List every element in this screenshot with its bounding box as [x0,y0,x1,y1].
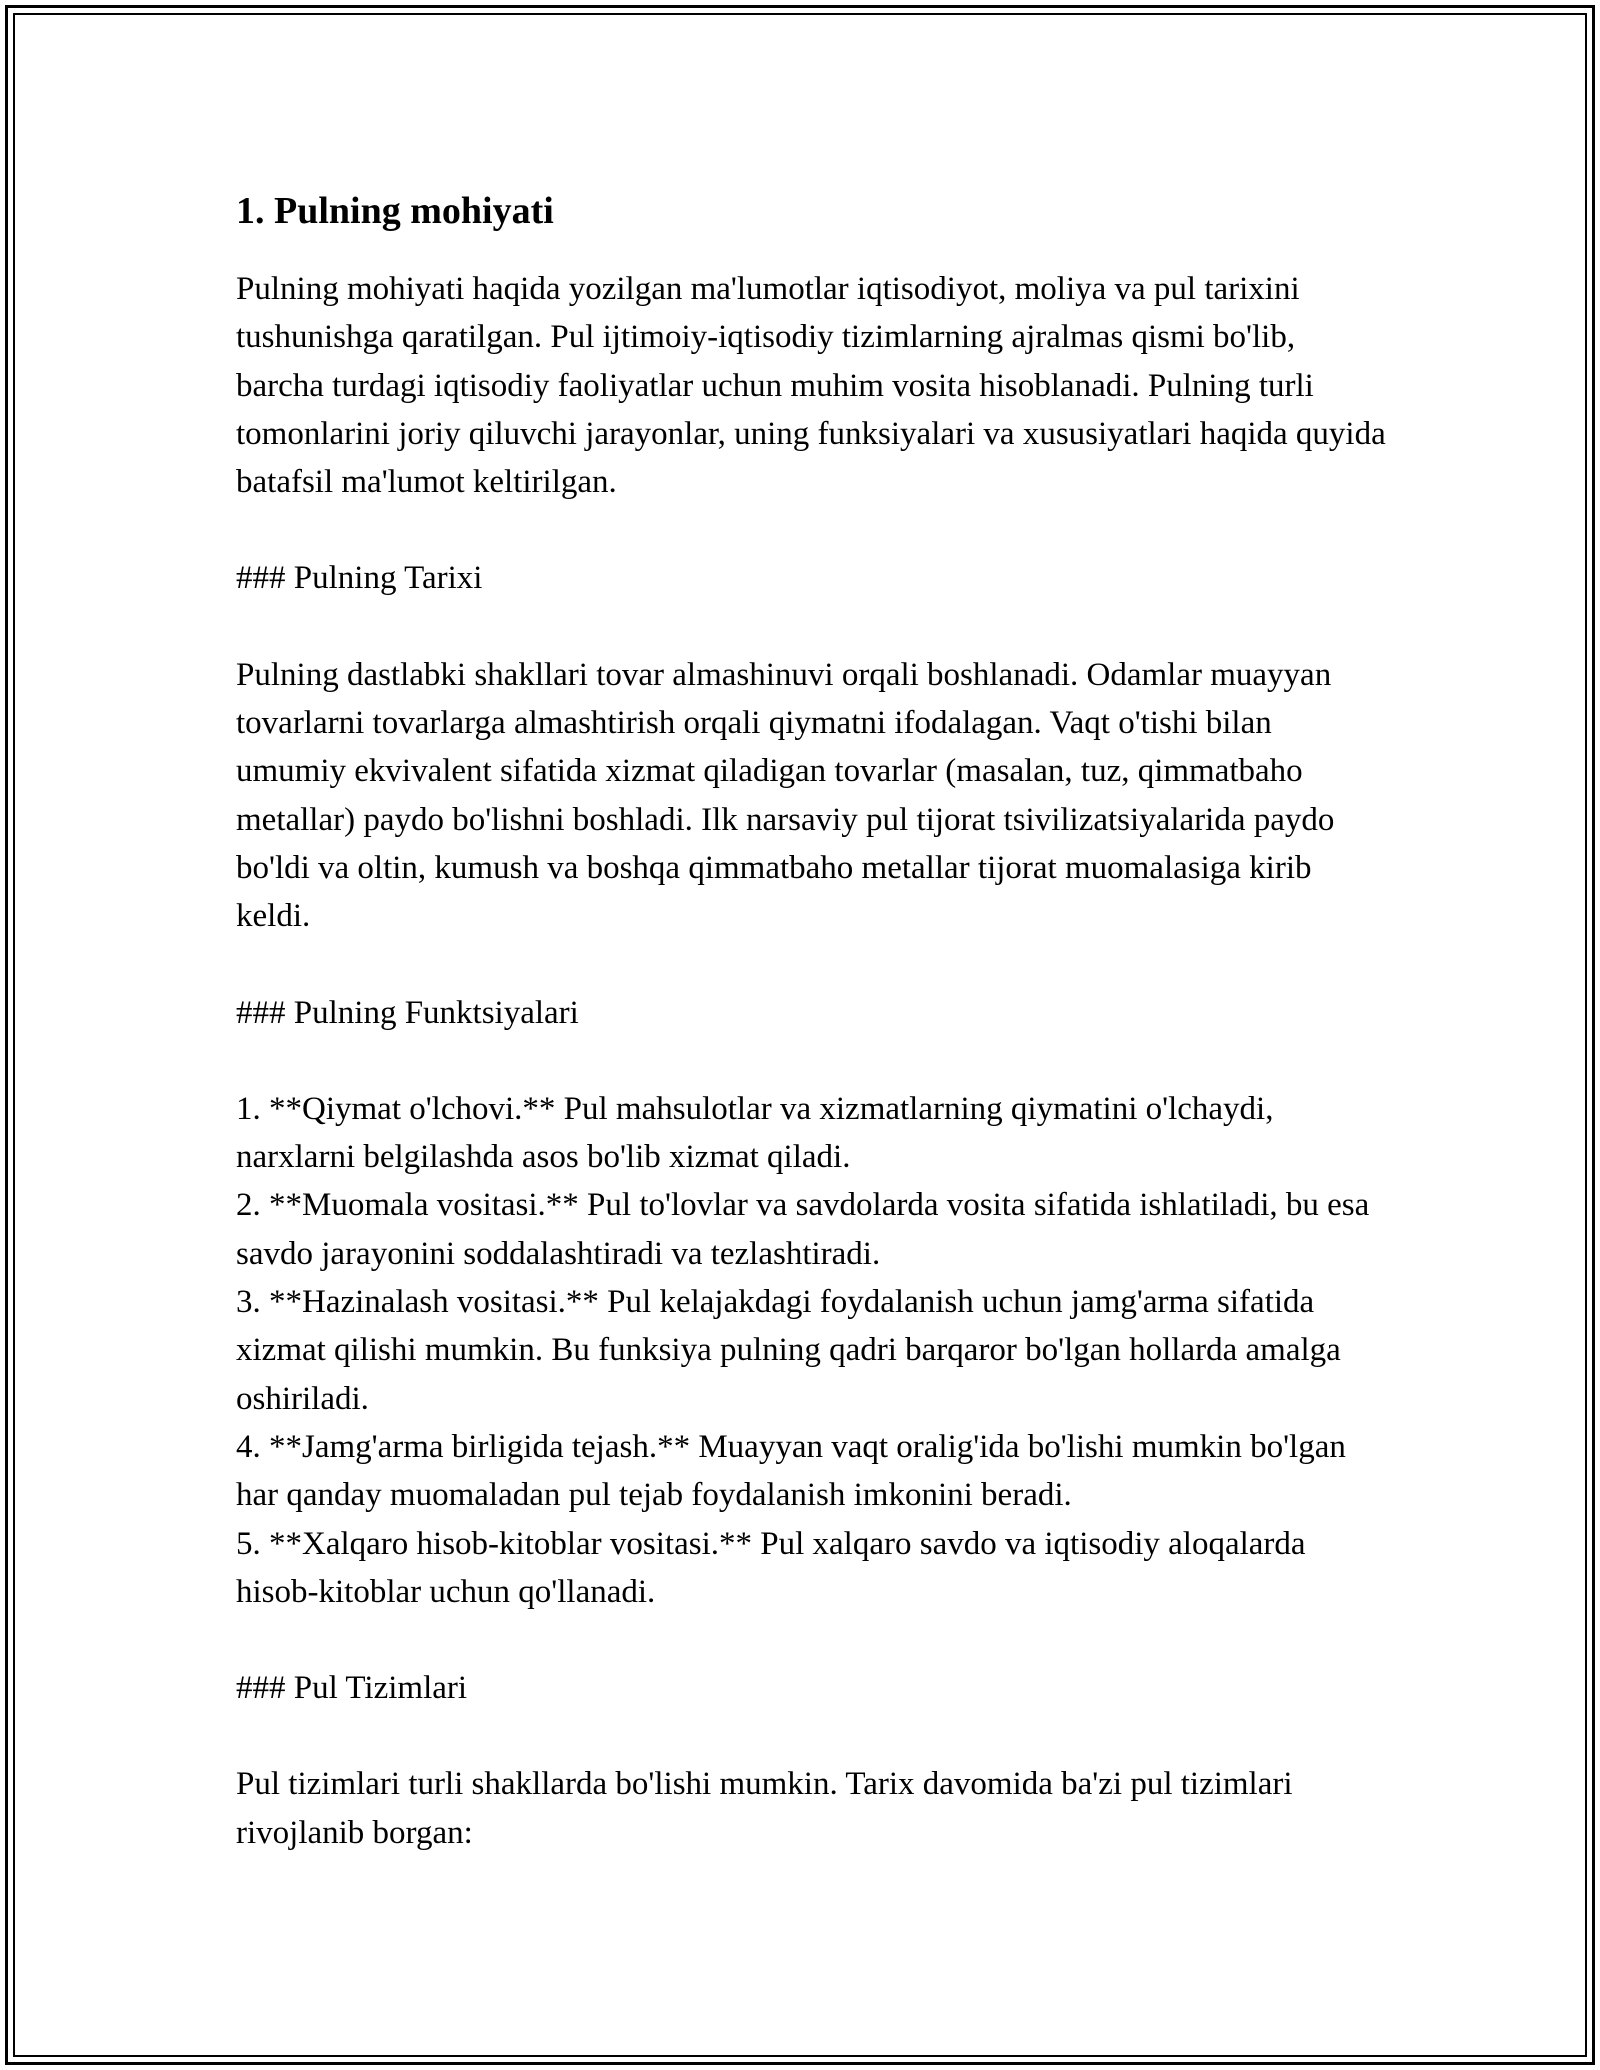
document-body [236,185,1386,1905]
list-item: 5. **Xalqaro hisob-kitoblar vositasi.** Pul xalqaro savdo va iqtisodiy aloqalarda hisob-kitoblar uchun qo'llanadi. [236,1525,1306,1610]
systems-paragraph: Pul tizimlari turli shakllarda bo'lishi mumkin. Tarix davomida ba'zi pul tizimlari rivojlanib borgan: [236,1766,1293,1851]
list-item: 3. **Hazinalash vositasi.** Pul kelajakdagi foydalanish uchun jamg'arma sifatida xizmat qilishi mumkin. Bu funksiya pulning qadri barqaror bo'lgan hollarda amalga oshiriladi. [236,1284,1341,1417]
page-title: 1. Pulning mohiyati [236,190,554,232]
list-item: 1. **Qiymat o'lchovi.** Pul mahsulotlar va xizmatlarning qiymatini o'lchaydi, narxlarni belgilashda asos bo'lib xizmat qiladi. [236,1090,1274,1176]
systems-heading: ### Pul Tizimlari [236,1670,468,1707]
list-item: 2. **Muomala vositasi.** Pul to'lovlar va savdolarda vosita sifatida ishlatiladi, bu esa savdo jarayonini soddalashtiradi va tezlashtiradi. [236,1187,1370,1272]
list-item: 4. **Jamg'arma birligida tejash.** Muayyan vaqt oralig'ida bo'lishi mumkin bo'lgan har qanday muomaladan pul tejab foydalanish imkonini beradi. [236,1428,1346,1514]
history-heading: ### Pulning Tarixi [236,560,483,597]
functions-heading: ### Pulning Funktsiyalari [236,994,579,1031]
history-paragraph: Pulning dastlabki shakllari tovar almashinuvi orqali boshlanadi. Odamlar muayyan tovarlarni tovarlarga almashtirish orqali qiymatni ifodalagan. Vaqt o'tishi bilan umumiy ekvivalent sifatida xizmat qiladigan tovarlar (masalan, tuz, qimmatbaho metallar) paydo bo'lishni boshladi. Ilk narsaviy pul tijorat tsivilizatsiyalarida paydo bo'ldi va oltin, kumush va boshqa qimmatbaho metallar tijorat muomalasiga kirib keldi. [236,656,1335,935]
intro-paragraph: Pulning mohiyati haqida yozilgan ma'lumotlar iqtisodiyot, moliya va pul tarixini tushunishga qaratilgan. Pul ijtimoiy-iqtisodiy tizimlarning ajralmas qismi bo'lib, barcha turdagi iqtisodiy faoliyatlar uchun muhim vosita hisoblanadi. Pulning turli tomonlarini joriy qiluvchi jarayonlar, uning funksiyalari va xususiyatlari haqida quyida batafsil ma'lumot keltirilgan. [236,271,1386,501]
functions-list [236,1085,1386,1616]
